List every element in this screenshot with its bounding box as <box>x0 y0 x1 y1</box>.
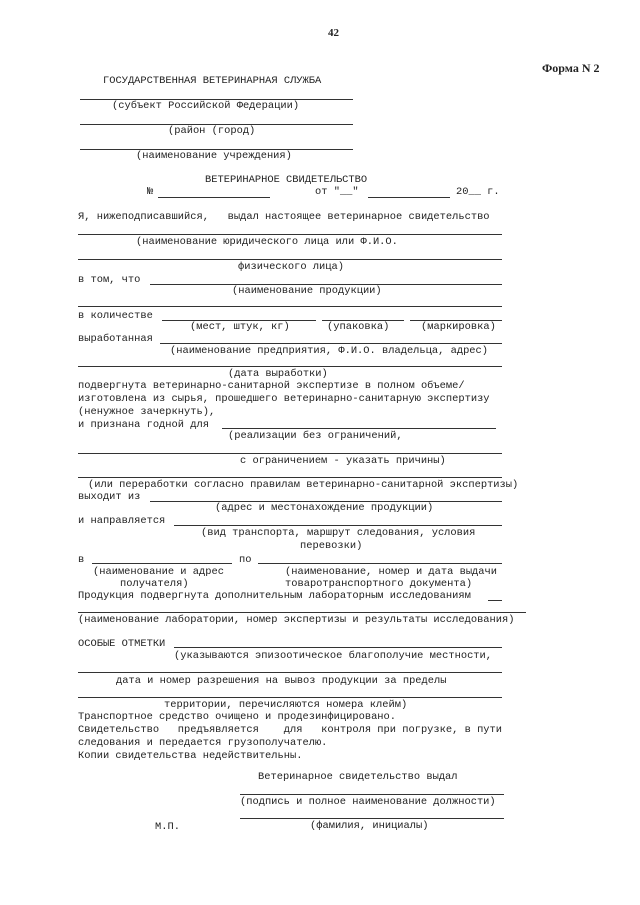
entity-line <box>78 234 502 235</box>
recipient-line <box>92 563 232 564</box>
district-caption: (район (город) <box>168 125 256 137</box>
certificate-number-line <box>158 197 270 198</box>
territory-caption: территории, перечисляются номера клейм) <box>164 699 408 711</box>
present-line-1: Свидетельство предъявляется для контроля при погрузке, в пути <box>78 724 503 736</box>
position-caption: (подпись и полное наименование должности) <box>240 796 496 808</box>
certificate-date-line <box>368 197 450 198</box>
form-label: Форма N 2 <box>542 61 600 75</box>
certificate-date-from: от "__" <box>315 186 359 198</box>
leaves-label: выходит из <box>78 491 141 503</box>
places-caption: (мест, штук, кг) <box>190 321 290 333</box>
product-caption: (наименование продукции) <box>232 285 382 297</box>
product-line-2 <box>78 306 502 307</box>
marking-caption: (маркировка) <box>421 321 496 333</box>
in-that-label: в том, что <box>78 274 141 286</box>
institution-caption: (наименование учреждения) <box>136 150 292 162</box>
epizootic-caption: (указываются эпизоотическое благополучие местности, <box>174 650 493 662</box>
special-line <box>174 647 502 648</box>
processing-caption: (или переработки согласно правилам ветеринарно-санитарной экспертизы) <box>88 479 519 491</box>
name-caption: (фамилия, инициалы) <box>310 820 429 832</box>
special-label: ОСОБЫЕ ОТМЕТКИ <box>78 638 166 650</box>
transport-caption-2: перевозки) <box>300 540 363 552</box>
to-label: в <box>78 554 85 566</box>
person-line <box>78 259 502 260</box>
intro-text: Я, нижеподписавшийся, выдал настоящее ветеринарное свидетельство <box>78 211 490 223</box>
produced-label: выработанная <box>78 333 153 345</box>
transport-caption: (вид транспорта, маршрут следования, условия <box>201 527 476 539</box>
address-caption: (адрес и местонахождение продукции) <box>215 502 434 514</box>
document-caption-1: (наименование, номер и дата выдачи <box>285 566 498 578</box>
document-caption-2: товаротранспортного документа) <box>285 578 473 590</box>
expertise-line-2: изготовлена из сырья, прошедшего ветеринарно-санитарную экспертизу <box>78 393 490 405</box>
production-date-caption: (дата выработки) <box>228 368 328 380</box>
subject-caption: (субъект Российской Федерации) <box>112 100 300 112</box>
page-number: 42 <box>328 27 339 39</box>
stamp-label: М.П. <box>155 821 180 833</box>
transport-cleaned: Транспортное средство очищено и продезинфицировано. <box>78 711 397 723</box>
lab-short-line <box>488 600 502 601</box>
certificate-number-label: № <box>147 186 154 198</box>
production-date-line <box>78 366 502 367</box>
expertise-line-1: подвергнута ветеринарно-санитарной экспертизе в полном объеме/ <box>78 380 465 392</box>
service-title: ГОСУДАРСТВЕННАЯ ВЕТЕРИНАРНАЯ СЛУЖБА <box>103 75 322 87</box>
lab-line <box>78 612 526 613</box>
lab-caption: (наименование лаборатории, номер экспертизы и результаты исследования) <box>78 614 515 626</box>
processing-line <box>78 477 502 478</box>
expertise-line-3: (ненужное зачеркнуть), <box>78 406 216 418</box>
person-caption: физического лица) <box>238 261 345 273</box>
recipient-caption-1: (наименование и адрес <box>93 566 224 578</box>
restriction-line <box>78 453 502 454</box>
entity-caption: (наименование юридического лица или Ф.И.О. <box>136 236 398 248</box>
permit-line <box>78 697 502 698</box>
quantity-label: в количестве <box>78 310 153 322</box>
fit-label: и признана годной для <box>78 419 209 431</box>
sent-line <box>174 525 502 526</box>
package-caption: (упаковка) <box>327 321 390 333</box>
copies-invalid: Копии свидетельства недействительны. <box>78 750 303 762</box>
permit-caption: дата и номер разрешения на вывоз продукции за пределы <box>116 675 447 687</box>
sale-caption: (реализации без ограничений, <box>228 430 403 442</box>
fit-line <box>222 428 496 429</box>
certificate-date-year: 20__ г. <box>456 186 500 198</box>
name-line <box>240 818 504 819</box>
issued-label: Ветеринарное свидетельство выдал <box>258 771 458 783</box>
enterprise-line <box>160 343 502 344</box>
recipient-caption-2: получателя) <box>120 578 189 590</box>
present-line-2: следования и передается грузополучателю. <box>78 737 328 749</box>
document-line <box>258 563 502 564</box>
enterprise-caption: (наименование предприятия, Ф.И.О. владельца, адрес) <box>170 345 489 357</box>
restriction-caption: с ограничением - указать причины) <box>240 455 446 467</box>
by-label: по <box>239 554 252 566</box>
epizootic-line <box>78 672 502 673</box>
signature-line <box>240 794 504 795</box>
certificate-title: ВЕТЕРИНАРНОЕ СВИДЕТЕЛЬСТВО <box>205 174 368 186</box>
lab-statement: Продукция подвергнута дополнительным лабораторным исследованиям <box>78 590 471 602</box>
sent-label: и направляется <box>78 515 166 527</box>
